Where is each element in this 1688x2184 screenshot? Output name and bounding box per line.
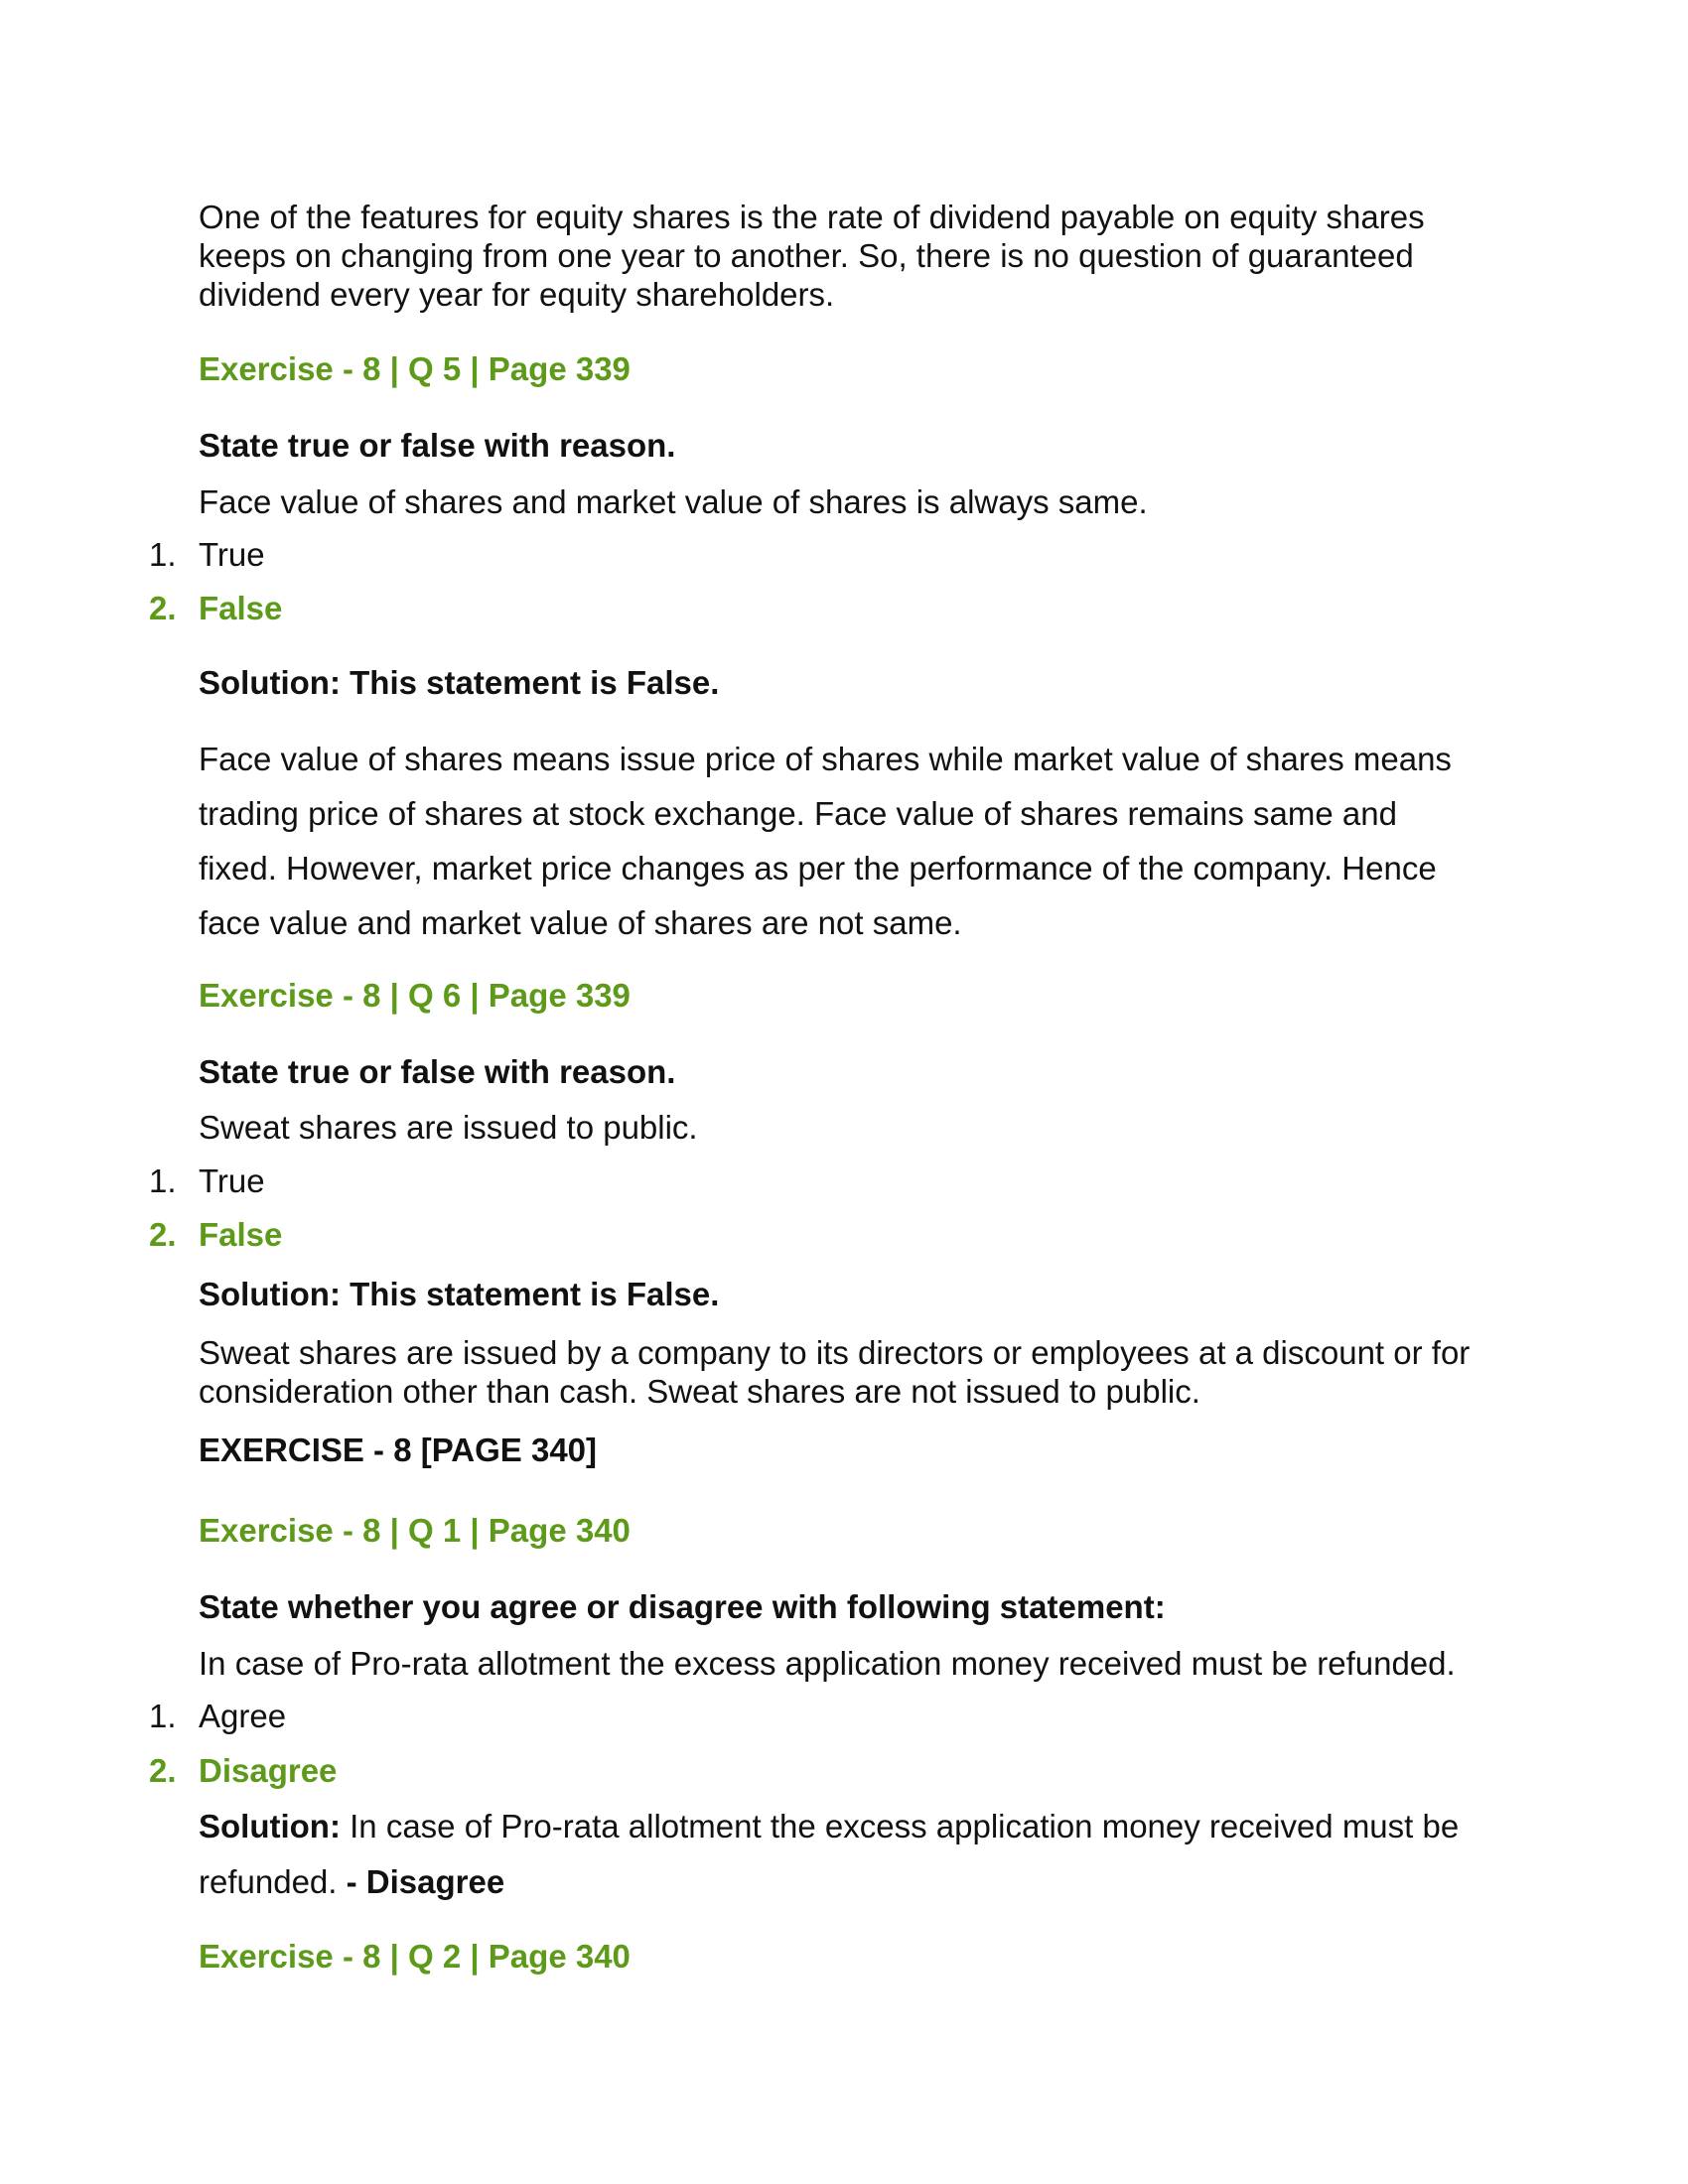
q1-solution-text-2: refunded. [199,1863,347,1900]
q1-option-2-label: Disagree [199,1752,338,1789]
q5-option-2-label: False [199,590,283,626]
q6-heading: Exercise - 8 | Q 6 | Page 339 [199,977,631,1014]
intro-line-1: One of the features for equity shares is the rate of dividend payable on equity shares [199,199,1425,235]
q5-option-2-number: 2. [149,590,177,626]
q5-solution-line-2: trading price of shares at stock exchange. Face value of shares remains same and [199,795,1397,832]
q6-solution-title: Solution: This statement is False. [199,1276,720,1312]
q2-heading: Exercise - 8 | Q 2 | Page 340 [199,1938,631,1975]
q6-option-2-number: 2. [149,1216,177,1253]
q6-solution-line-1: Sweat shares are issued by a company to its directors or employees at a discount or for [199,1334,1471,1371]
q1-solution-line-1 [199,1807,1459,1845]
section-title: EXERCISE - 8 [PAGE 340] [199,1432,598,1468]
q5-solution-title: Solution: This statement is False. [199,664,720,701]
intro-line-2: keeps on changing from one year to another. So, there is no question of guaranteed [199,237,1414,274]
q5-heading: Exercise - 8 | Q 5 | Page 339 [199,350,631,387]
q5-statement: Face value of shares and market value of shares is always same. [199,483,1148,520]
q1-statement: In case of Pro-rata allotment the excess application money received must be refunded. [199,1645,1456,1682]
q6-option-2-label: False [199,1216,283,1253]
q1-solution-verdict: - Disagree [346,1863,505,1900]
q6-solution-line-2: consideration other than cash. Sweat shares are not issued to public. [199,1373,1200,1410]
q5-solution-line-3: fixed. However, market price changes as per the performance of the company. Hence [199,850,1437,887]
q5-solution-line-1: Face value of shares means issue price of shares while market value of shares means [199,741,1452,777]
q1-solution-text-1: In case of Pro-rata allotment the excess application money received must be [340,1808,1460,1844]
intro-line-3: dividend every year for equity shareholders. [199,276,835,313]
q6-option-1-number: 1. [149,1162,177,1199]
q1-option-2-answer [149,1751,337,1791]
q1-instruction: State whether you agree or disagree with following statement: [199,1588,1166,1625]
q6-option-1-label: True [199,1162,265,1199]
q6-option-1 [149,1161,265,1201]
q5-option-1 [149,535,265,575]
q1-option-1-number: 1. [149,1698,177,1734]
q1-option-1 [149,1697,286,1736]
q6-instruction: State true or false with reason. [199,1053,676,1090]
q6-option-2-answer [149,1215,282,1255]
q1-option-1-label: Agree [199,1698,287,1734]
q6-statement: Sweat shares are issued to public. [199,1109,698,1146]
q1-solution-line-2 [199,1862,504,1901]
q5-option-1-label: True [199,536,265,573]
q5-option-2-answer [149,589,282,628]
q5-solution-line-4: face value and market value of shares are not same. [199,904,962,941]
q5-option-1-number: 1. [149,536,177,573]
q5-instruction: State true or false with reason. [199,427,676,464]
q1-heading: Exercise - 8 | Q 1 | Page 340 [199,1512,631,1549]
q1-solution-label: Solution: [199,1808,341,1844]
q1-option-2-number: 2. [149,1752,177,1789]
